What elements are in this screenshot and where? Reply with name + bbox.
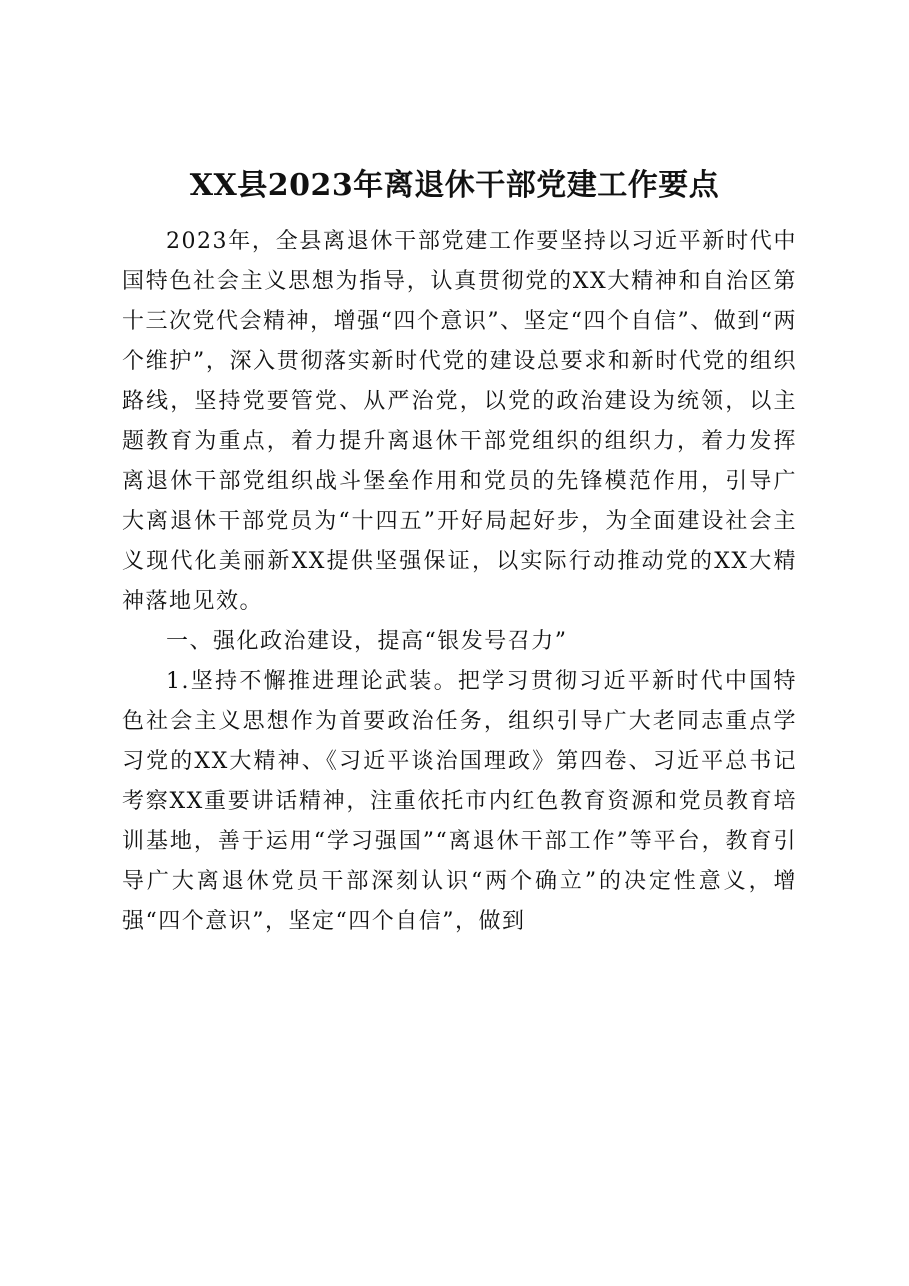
item-paragraph: 1.坚持不懈推进理论武装。把学习贯彻习近平新时代中国特色社会主义思想作为首要政治任务，组织引导广大老同志重点学习党的XX大精神、《习近平谈治国理政》第四卷、习近平总书记考察XX重要讲话精神，注重依托市内红色教育资源和党员教育培训基地，善于运用“学习强国”“离退休干部工作”等平台，教育引导广大离退休党员干部深刻认识“两个确立”的决定性意义，增强“四个意识”，坚定“四个自信”，做到 xyxy=(122,669,797,934)
section-heading: 一、强化政治建设，提高“银发号召力” xyxy=(166,629,568,654)
intro-paragraph: 2023年，全县离退休干部党建工作要坚持以习近平新时代中国特色社会主义思想为指导，认真贯彻党的XX大精神和自治区第十三次党代会精神，增强“四个意识”、坚定“四个自信”、做到“两个维护”，深入贯彻落实新时代党的建设总要求和新时代党的组织路线，坚持党要管党、从严治党，以党的政治建设为统领，以主题教育为重点，着力提升离退休干部党组织的组织力，着力发挥离退休干部党组织战斗堡垒作用和党员的先锋模范作用，引导广大离退休干部党员为“十四五”开好局起好步，为全面建设社会主义现代化美丽新XX提供坚强保证，以实际行动推动党的XX大精神落地见效。 xyxy=(122,229,797,614)
document-title: XX县2023年离退休干部党建工作要点 xyxy=(189,168,720,203)
document-body xyxy=(122,222,797,942)
